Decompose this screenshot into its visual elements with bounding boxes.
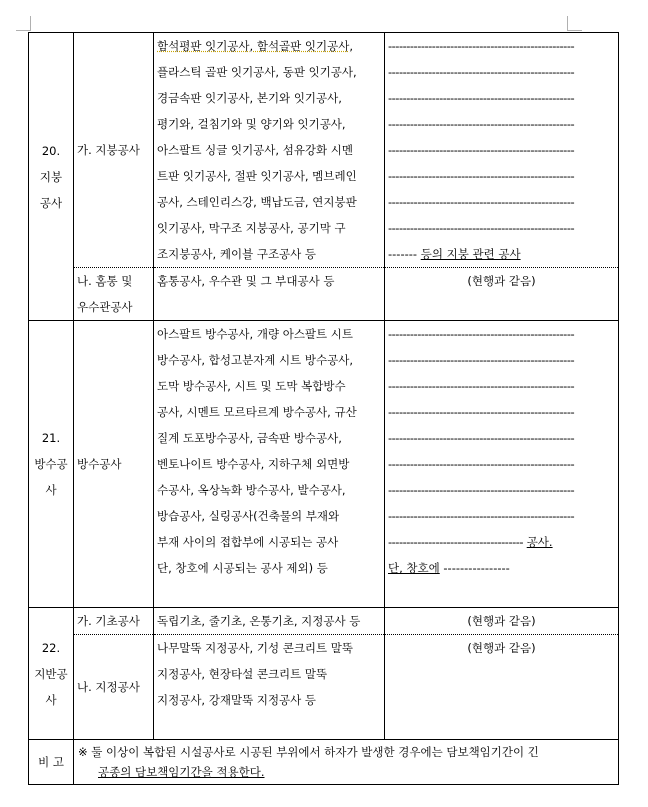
desc-line: 홈통공사, 우수관 및 그 부대공사 등 xyxy=(157,274,335,288)
roofing-description xyxy=(154,33,385,268)
revision-text: 단, 창호에 xyxy=(388,561,440,575)
category-number: 20. xyxy=(41,143,61,158)
remark-label-text: 비 고 xyxy=(38,755,64,769)
waterproofing-description xyxy=(154,321,385,608)
subcategory-gutter xyxy=(74,268,154,321)
category-name-2: 사 xyxy=(45,692,57,707)
remark-text xyxy=(74,740,619,785)
dash-line: --------------------------------------------------- xyxy=(388,405,575,419)
subcategory-label: 나. 지정공사 xyxy=(77,680,140,694)
piling-description xyxy=(154,635,385,740)
subcategory-foundation xyxy=(74,608,154,635)
same-as-current: (현행과 같음) xyxy=(467,614,536,628)
revision-text: 등의 지붕 관련 공사 xyxy=(420,247,521,261)
dash-line: --------------------------------------------------- xyxy=(388,65,575,79)
desc-line: 단, 창호에 시공되는 공사 제외) 등 xyxy=(157,561,328,575)
dash-line: --------------------------------------------------- xyxy=(388,431,575,445)
subcategory-label: 나. 홈통 및 xyxy=(77,274,133,288)
desc-line: 조지붕공사, 케이블 구조공사 등 xyxy=(157,247,317,261)
desc-line: 공사, 시멘트 모르타르계 방수공사, 규산 xyxy=(157,405,357,419)
remark-line: 공종의 담보책임기간을 적용한다. xyxy=(98,765,265,779)
desc-line: 경금속판 잇기공사, 본기와 잇기공사, xyxy=(157,91,342,105)
category-21 xyxy=(29,321,74,608)
subcategory-label: 방수공사 xyxy=(77,457,122,471)
subcategory-label: 가. 지붕공사 xyxy=(77,143,140,157)
piling-revision xyxy=(385,635,619,740)
dash-line-with-prefix xyxy=(388,555,615,581)
category-number: 21. xyxy=(41,431,61,445)
desc-line: 아스팔트 방수공사, 개량 아스팔트 시트 xyxy=(157,327,354,341)
dash-line: --------------------------------------------------- xyxy=(388,353,575,367)
desc-line: 방수공사, 합성고분자계 시트 방수공사, xyxy=(157,353,354,367)
remark-line: ※ 둘 이상이 복합된 시설공사로 시공된 부위에서 하자가 발생한 경우에는 담보책임기간이 긴 xyxy=(78,745,539,759)
desc-line: 공사, 스테인리스강, 백납도금, 연지붕판 xyxy=(157,195,357,209)
dash-line: --------------------------------------------------- xyxy=(388,91,575,105)
desc-line: 벤토나이트 방수공사, 지하구체 외면방 xyxy=(157,457,350,471)
category-number: 22. xyxy=(41,640,61,655)
subcategory-label: 우수관공사 xyxy=(77,300,133,314)
desc-line: 지정공사, 현장타설 콘크리트 말뚝 xyxy=(157,667,328,681)
category-name-2: 사 xyxy=(45,483,57,497)
dash-suffix: ---------------- xyxy=(443,561,510,575)
page-corner-mark-right xyxy=(567,16,582,31)
desc-line: 플라스틱 골판 잇기공사, 동판 잇기공사, xyxy=(157,65,357,79)
roofing-revision-last xyxy=(388,241,615,267)
same-as-current: (현행과 같음) xyxy=(467,641,536,655)
category-name-1: 지붕 xyxy=(39,169,63,184)
desc-line: 수공사, 옥상녹화 방수공사, 발수공사, xyxy=(157,483,346,497)
category-name-1: 지반공 xyxy=(34,666,68,681)
dash-line: --------------------------------------------------- xyxy=(388,483,575,497)
dash-line: --------------------------------------------------- xyxy=(388,509,575,523)
same-as-current: (현행과 같음) xyxy=(467,274,536,288)
blank-line xyxy=(157,713,381,739)
page-corner-mark-left xyxy=(16,16,31,31)
desc-line: 잇기공사, 막구조 지붕공사, 공기막 구 xyxy=(157,221,346,235)
subcategory-waterproofing xyxy=(74,321,154,608)
gutter-revision xyxy=(385,268,619,321)
subcategory-roofing xyxy=(74,33,154,268)
category-name-2: 공사 xyxy=(39,195,63,210)
desc-line: 함석평판 잇기공사, 함석골판 잇기공사, xyxy=(157,39,354,53)
roofing-revision xyxy=(385,33,619,268)
dash-line: --------------------------------------------------- xyxy=(388,379,575,393)
foundation-revision xyxy=(385,608,619,635)
desc-line: 나무말뚝 지정공사, 기성 콘크리트 말뚝 xyxy=(157,641,354,655)
dash-line: --------------------------------------------------- xyxy=(388,327,575,341)
blank-line xyxy=(388,581,615,607)
dash-run: ------------------------------------- xyxy=(388,535,524,549)
dash-line: --------------------------------------------------- xyxy=(388,39,575,53)
desc-line: 트판 잇기공사, 절판 잇기공사, 멤브레인 xyxy=(157,169,357,183)
category-22 xyxy=(29,608,74,740)
category-20 xyxy=(29,33,74,321)
desc-line: 독립기초, 줄기초, 온통기초, 지정공사 등 xyxy=(157,614,361,628)
foundation-description xyxy=(154,608,385,635)
desc-line: 부재 사이의 접합부에 시공되는 공사 xyxy=(157,535,339,549)
dash-line: --------------------------------------------------- xyxy=(388,169,575,183)
dash-line-with-suffix xyxy=(388,529,615,555)
remark-label xyxy=(29,740,74,785)
dash-prefix: ------- xyxy=(388,247,418,261)
gutter-description xyxy=(154,268,385,321)
waterproofing-revision xyxy=(385,321,619,608)
desc-line: 아스팔트 싱글 잇기공사, 섬유강화 시멘 xyxy=(157,143,354,157)
desc-line: 질계 도포방수공사, 금속판 방수공사, xyxy=(157,431,342,445)
subcategory-piling xyxy=(74,635,154,740)
dash-line: --------------------------------------------------- xyxy=(388,117,575,131)
desc-line: 지정공사, 강재말뚝 지정공사 등 xyxy=(157,693,317,707)
revision-text: 공사. xyxy=(526,535,553,549)
category-name-1: 방수공 xyxy=(34,457,68,471)
desc-line: 도막 방수공사, 시트 및 도막 복합방수 xyxy=(157,379,346,393)
dash-line: --------------------------------------------------- xyxy=(388,143,575,157)
warranty-period-table xyxy=(28,32,619,785)
desc-line: 방습공사, 실링공사(건축물의 부재와 xyxy=(157,509,340,523)
dash-line: --------------------------------------------------- xyxy=(388,195,575,209)
blank-line xyxy=(157,581,381,607)
dash-line: --------------------------------------------------- xyxy=(388,221,575,235)
dash-line: --------------------------------------------------- xyxy=(388,457,575,471)
desc-line: 평기와, 걸침기와 및 양기와 잇기공사, xyxy=(157,117,346,131)
subcategory-label: 가. 기초공사 xyxy=(77,614,140,628)
